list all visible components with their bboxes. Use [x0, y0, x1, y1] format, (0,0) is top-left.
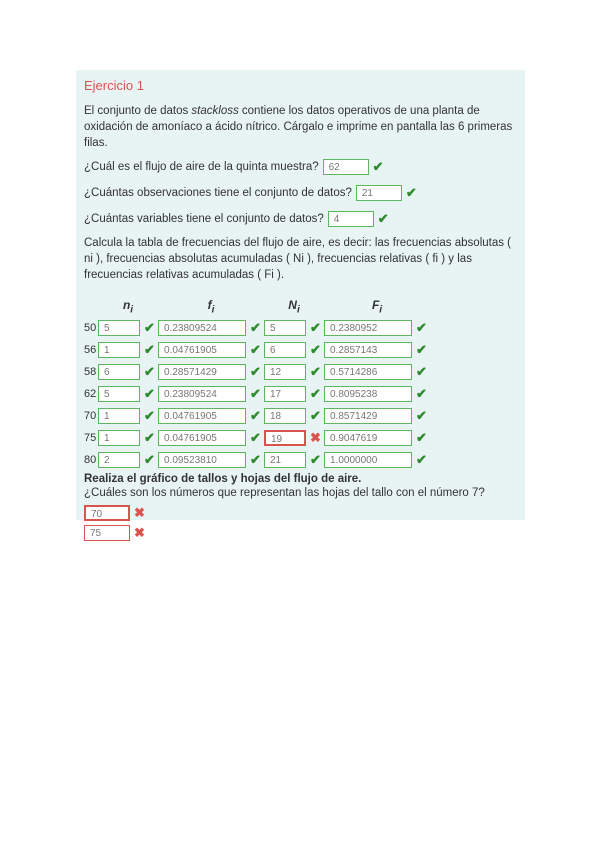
cell-input-F[interactable]: 0.9047619 — [324, 430, 412, 446]
cell-input-F[interactable]: 0.2380952 — [324, 320, 412, 336]
frequency-table — [84, 297, 430, 471]
check-icon: ✔ — [144, 452, 155, 467]
header-F: $F_i$ — [371, 298, 383, 316]
check-icon: ✔ — [250, 364, 261, 379]
check-icon: ✔ — [144, 320, 155, 335]
check-icon: ✔ — [416, 342, 427, 357]
cell-input-F[interactable]: 0.8571429 — [324, 408, 412, 424]
row-label: 75 — [84, 432, 97, 444]
table-row — [84, 449, 430, 471]
check-icon: ✔ — [416, 320, 427, 335]
cell-input-f[interactable]: 0.23809524 — [158, 386, 246, 402]
frequency-instructions: Calcula la tabla de frecuencias del flujo de aire, es decir: las frecuencias absolutas ( ni ), frecuencias absolutas acumuladas ( Ni ), frecuencias relativas ( fi ) y las frecuencias relativas acumuladas ( Fi ). — [84, 237, 512, 281]
row-label: 62 — [84, 388, 97, 400]
check-icon: ✔ — [310, 364, 321, 379]
table-row — [84, 361, 430, 383]
question-1-input[interactable]: 62 — [323, 159, 369, 175]
cell-input-f[interactable]: 0.04761905 — [158, 430, 246, 446]
check-icon: ✔ — [310, 408, 321, 423]
check-icon: ✔ — [416, 408, 427, 423]
table-row — [84, 405, 430, 427]
cell-input-n[interactable]: 5 — [98, 320, 140, 336]
question-2 — [84, 183, 517, 203]
cell-input-f[interactable]: 0.09523810 — [158, 452, 246, 468]
table-row — [84, 427, 430, 449]
cell-input-N[interactable]: 12 — [264, 364, 306, 380]
cell-input-f[interactable]: 0.04761905 — [158, 342, 246, 358]
check-icon: ✔ — [416, 452, 427, 467]
row-label: 50 — [84, 322, 97, 334]
check-icon: ✔ — [144, 342, 155, 357]
cell-input-F[interactable]: 0.8095238 — [324, 386, 412, 402]
check-icon: ✔ — [250, 430, 261, 445]
cell-input-N[interactable]: 5 — [264, 320, 306, 336]
cell-input-N[interactable]: 18 — [264, 408, 306, 424]
stem-leaf-question: ¿Cuáles son los números que representan las hojas del tallo con el número 7? — [84, 487, 485, 499]
cell-input-n[interactable]: 1 — [98, 430, 140, 446]
cell-input-n[interactable]: 6 — [98, 364, 140, 380]
header-f: $f_i$ — [207, 298, 215, 316]
question-3 — [84, 209, 517, 229]
check-icon: ✔ — [250, 452, 261, 467]
row-label: 80 — [84, 454, 97, 466]
check-icon: ✔ — [250, 386, 261, 401]
question-2-label: ¿Cuántas observaciones tiene el conjunto de datos? — [84, 187, 352, 199]
row-label: 56 — [84, 344, 97, 356]
stem-answer-row — [84, 505, 517, 521]
question-3-label: ¿Cuántas variables tiene el conjunto de datos? — [84, 213, 324, 225]
cross-icon: ✖ — [310, 430, 321, 445]
cell-input-f[interactable]: 0.04761905 — [158, 408, 246, 424]
check-icon: ✔ — [310, 386, 321, 401]
intro-text: El conjunto de datos stackloss contiene los datos operativos de una planta de oxidación de amoníaco a ácido nítrico. Cárgalo e imprime en pantalla las 6 primeras filas. — [84, 105, 513, 149]
check-icon: ✔ — [250, 342, 261, 357]
header-n: $n_i$ — [122, 298, 134, 316]
cell-input-n[interactable]: 2 — [98, 452, 140, 468]
question-1-label: ¿Cuál es el flujo de aire de la quinta muestra? — [84, 161, 319, 173]
cell-input-N[interactable]: 17 — [264, 386, 306, 402]
question-1 — [84, 157, 517, 177]
row-label: 58 — [84, 366, 97, 378]
stem-leaf-title: Realiza el gráfico de tallos y hojas del flujo de aire. — [84, 473, 362, 485]
check-icon: ✔ — [250, 320, 261, 335]
check-icon: ✔ — [310, 342, 321, 357]
check-icon: ✔ — [416, 386, 427, 401]
cell-input-F[interactable]: 1.0000000 — [324, 452, 412, 468]
cell-input-N[interactable]: 6 — [264, 342, 306, 358]
check-icon: ✔ — [310, 452, 321, 467]
check-icon: ✔ — [405, 185, 417, 200]
check-icon: ✔ — [144, 364, 155, 379]
check-icon: ✔ — [144, 386, 155, 401]
question-2-input[interactable]: 21 — [356, 185, 402, 201]
table-row — [84, 383, 430, 405]
table-row — [84, 317, 430, 339]
table-row — [84, 339, 430, 361]
stem-answer-input[interactable]: 70 — [84, 505, 130, 521]
cell-input-N[interactable]: 19 — [264, 430, 306, 446]
cell-input-f[interactable]: 0.28571429 — [158, 364, 246, 380]
cell-input-N[interactable]: 21 — [264, 452, 306, 468]
question-3-input[interactable]: 4 — [328, 211, 374, 227]
check-icon: ✔ — [250, 408, 261, 423]
check-icon: ✔ — [416, 364, 427, 379]
check-icon: ✔ — [310, 320, 321, 335]
cell-input-F[interactable]: 0.2857143 — [324, 342, 412, 358]
check-icon: ✔ — [144, 430, 155, 445]
cross-icon: ✖ — [134, 525, 145, 540]
header-N: $N_i$ — [288, 298, 300, 316]
stem-answer-input[interactable]: 75 — [84, 525, 130, 541]
stem-answer-row — [84, 525, 517, 541]
check-icon: ✔ — [416, 430, 427, 445]
cell-input-n[interactable]: 1 — [98, 342, 140, 358]
cell-input-n[interactable]: 1 — [98, 408, 140, 424]
cell-input-n[interactable]: 5 — [98, 386, 140, 402]
check-icon: ✔ — [144, 408, 155, 423]
cell-input-F[interactable]: 0.5714286 — [324, 364, 412, 380]
check-icon: ✔ — [372, 159, 384, 174]
exercise-title: Ejercicio 1 — [84, 78, 144, 93]
row-label: 70 — [84, 410, 97, 422]
exercise-panel — [76, 70, 525, 540]
cross-icon: ✖ — [134, 505, 145, 520]
cell-input-f[interactable]: 0.23809524 — [158, 320, 246, 336]
check-icon: ✔ — [377, 211, 389, 226]
